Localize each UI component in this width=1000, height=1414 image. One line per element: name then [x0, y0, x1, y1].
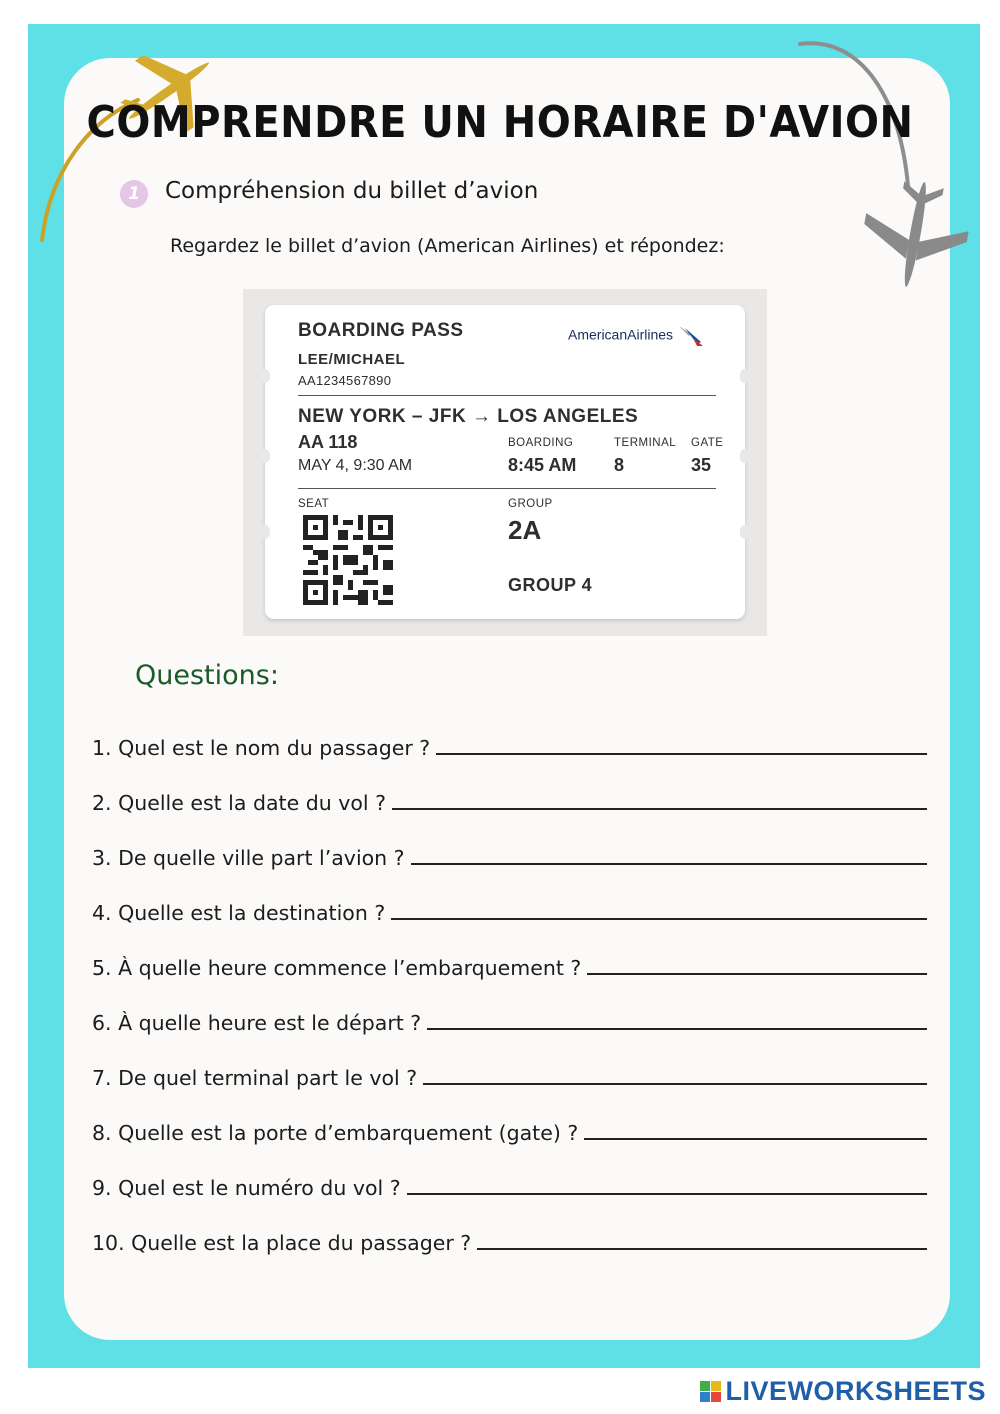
answer-line[interactable]: [584, 1138, 927, 1140]
liveworksheets-badge-icon: [700, 1381, 721, 1402]
boarding-label: BOARDING: [508, 437, 574, 449]
seat-value: 2A: [508, 515, 542, 545]
question-text: 5. À quelle heure commence l’embarquement ?: [92, 956, 582, 980]
question-text: 7. De quel terminal part le vol ?: [92, 1066, 418, 1090]
answer-line[interactable]: [587, 973, 927, 975]
ticket-notch: [740, 525, 750, 539]
grey-airplane-icon: [790, 36, 980, 306]
flight-number: AA 118: [298, 432, 358, 452]
questions-heading: Questions:: [135, 660, 279, 691]
airline-logo: [568, 324, 705, 348]
answer-line[interactable]: [427, 1028, 927, 1030]
question-text: 4. Quelle est la destination ?: [92, 901, 386, 925]
answer-line[interactable]: [391, 918, 927, 920]
group-text: GROUP 4: [508, 575, 593, 595]
question-item: [92, 1005, 927, 1035]
route: NEW YORK – JFK → LOS ANGELES: [298, 406, 639, 427]
airline-eagle-icon: [677, 324, 705, 348]
section-title: Compréhension du billet d’avion: [165, 178, 539, 204]
answer-line[interactable]: [477, 1248, 927, 1250]
page-title: COMPRENDRE UN HORAIRE D'AVION: [86, 98, 914, 148]
answer-line[interactable]: [436, 753, 927, 755]
flight-date-time: MAY 4, 9:30 AM: [298, 457, 413, 474]
question-item: [92, 1225, 927, 1255]
ticket-notch: [260, 449, 270, 463]
question-item: [92, 785, 927, 815]
question-item: [92, 1060, 927, 1090]
question-text: 1. Quel est le nom du passager ?: [92, 736, 431, 760]
ticket-notch: [260, 369, 270, 383]
divider: [298, 395, 716, 396]
gate-value: 35: [691, 455, 712, 475]
question-text: 9. Quel est le numéro du vol ?: [92, 1176, 401, 1200]
question-text: 8. Quelle est la porte d’embarquement (gate) ?: [92, 1121, 579, 1145]
question-item: [92, 1115, 927, 1145]
answer-line[interactable]: [392, 808, 927, 810]
answer-line[interactable]: [407, 1193, 927, 1195]
liveworksheets-logo[interactable]: [700, 1376, 986, 1407]
answer-line[interactable]: [423, 1083, 927, 1085]
answer-line[interactable]: [411, 863, 927, 865]
section-number-badge: 1: [120, 180, 148, 208]
liveworksheets-brand: LIVEWORKSHEETS: [725, 1376, 986, 1406]
boarding-pass: [265, 305, 745, 619]
booking-reference: AA1234567890: [298, 373, 392, 388]
seat-label: SEAT: [298, 498, 330, 510]
gate-label: GATE: [691, 437, 724, 449]
question-text: 6. À quelle heure est le départ ?: [92, 1011, 422, 1035]
question-text: 2. Quelle est la date du vol ?: [92, 791, 386, 815]
boarding-time: 8:45 AM: [508, 455, 577, 475]
ticket-notch: [740, 449, 750, 463]
ticket-notch: [740, 369, 750, 383]
question-item: [92, 1170, 927, 1200]
qr-code-icon: [303, 515, 393, 605]
question-item: [92, 950, 927, 980]
question-text: 3. De quelle ville part l’avion ?: [92, 846, 405, 870]
question-item: [92, 895, 927, 925]
passenger-name: LEE/MICHAEL: [298, 351, 406, 368]
airline-name: AmericanAirlines: [568, 326, 674, 343]
terminal-value: 8: [614, 455, 625, 475]
question-item: [92, 840, 927, 870]
group-label: GROUP: [508, 498, 553, 510]
question-item: [92, 730, 927, 760]
divider: [298, 488, 716, 489]
pass-header: BOARDING PASS: [298, 320, 464, 341]
terminal-label: TERMINAL: [614, 437, 677, 449]
ticket-notch: [260, 525, 270, 539]
instruction-text: Regardez le billet d’avion (American Airlines) et répondez:: [170, 235, 725, 257]
question-text: 10. Quelle est la place du passager ?: [92, 1231, 472, 1255]
